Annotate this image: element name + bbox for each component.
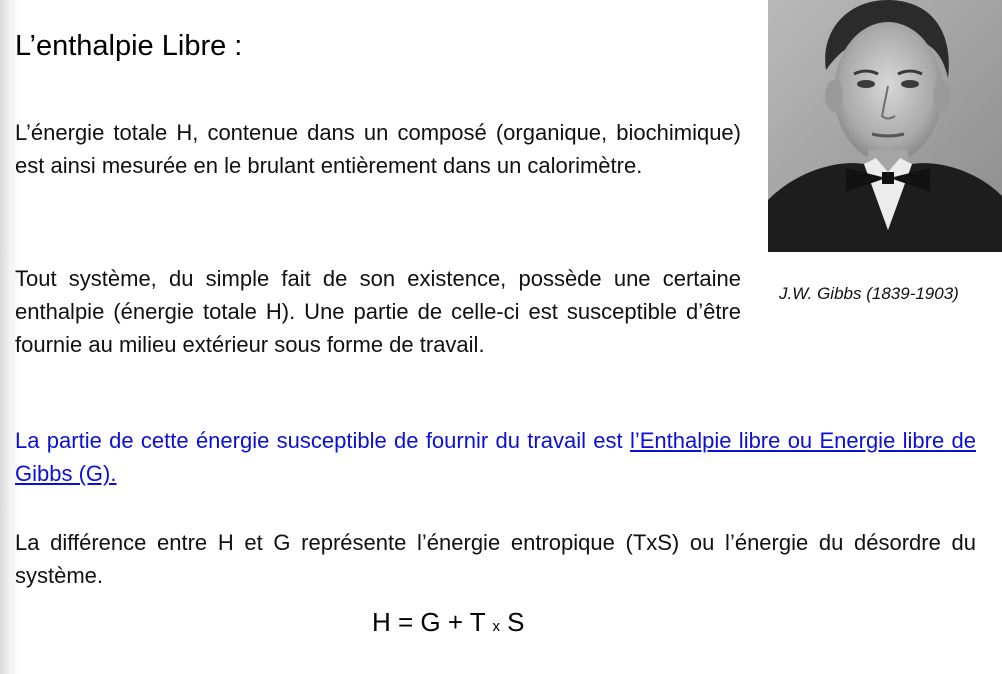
portrait-photo-icon [768,0,1002,252]
enthalpie-libre-link[interactable]: l’Enthalpie libre ou Energie libre de Gibbs (G). [15,428,976,486]
gibbs-portrait-photo [768,0,1002,252]
paragraph-enthalpie-systeme: Tout système, du simple fait de son existence, possède une certaine enthalpie (énergie totale H). Une partie de celle-ci est susceptible d’être fournie au milieu extérieur sous forme de travail. [15,266,741,357]
formula-operator: x [492,618,500,635]
paragraph-energie-totale: L’énergie totale H, contenue dans un composé (organique, biochimique) est ainsi mesurée en le brulant entièrement dans un calorimètre. [15,120,741,178]
paragraph-enthalpie-libre [15,424,976,490]
formula-left: H = G + T [372,607,493,637]
portrait-caption: J.W. Gibbs (1839-1903) [779,284,959,303]
paragraph-enthalpie-libre-text: La partie de cette énergie susceptible de fournir du travail est [15,428,630,453]
formula [372,605,525,644]
paragraph-difference-h-g: La différence entre H et G représente l’énergie entropique (TxS) ou l’énergie du désordre du système. [15,530,976,588]
formula-right: S [499,607,525,637]
slide-title: L’enthalpie Libre : [15,30,243,62]
